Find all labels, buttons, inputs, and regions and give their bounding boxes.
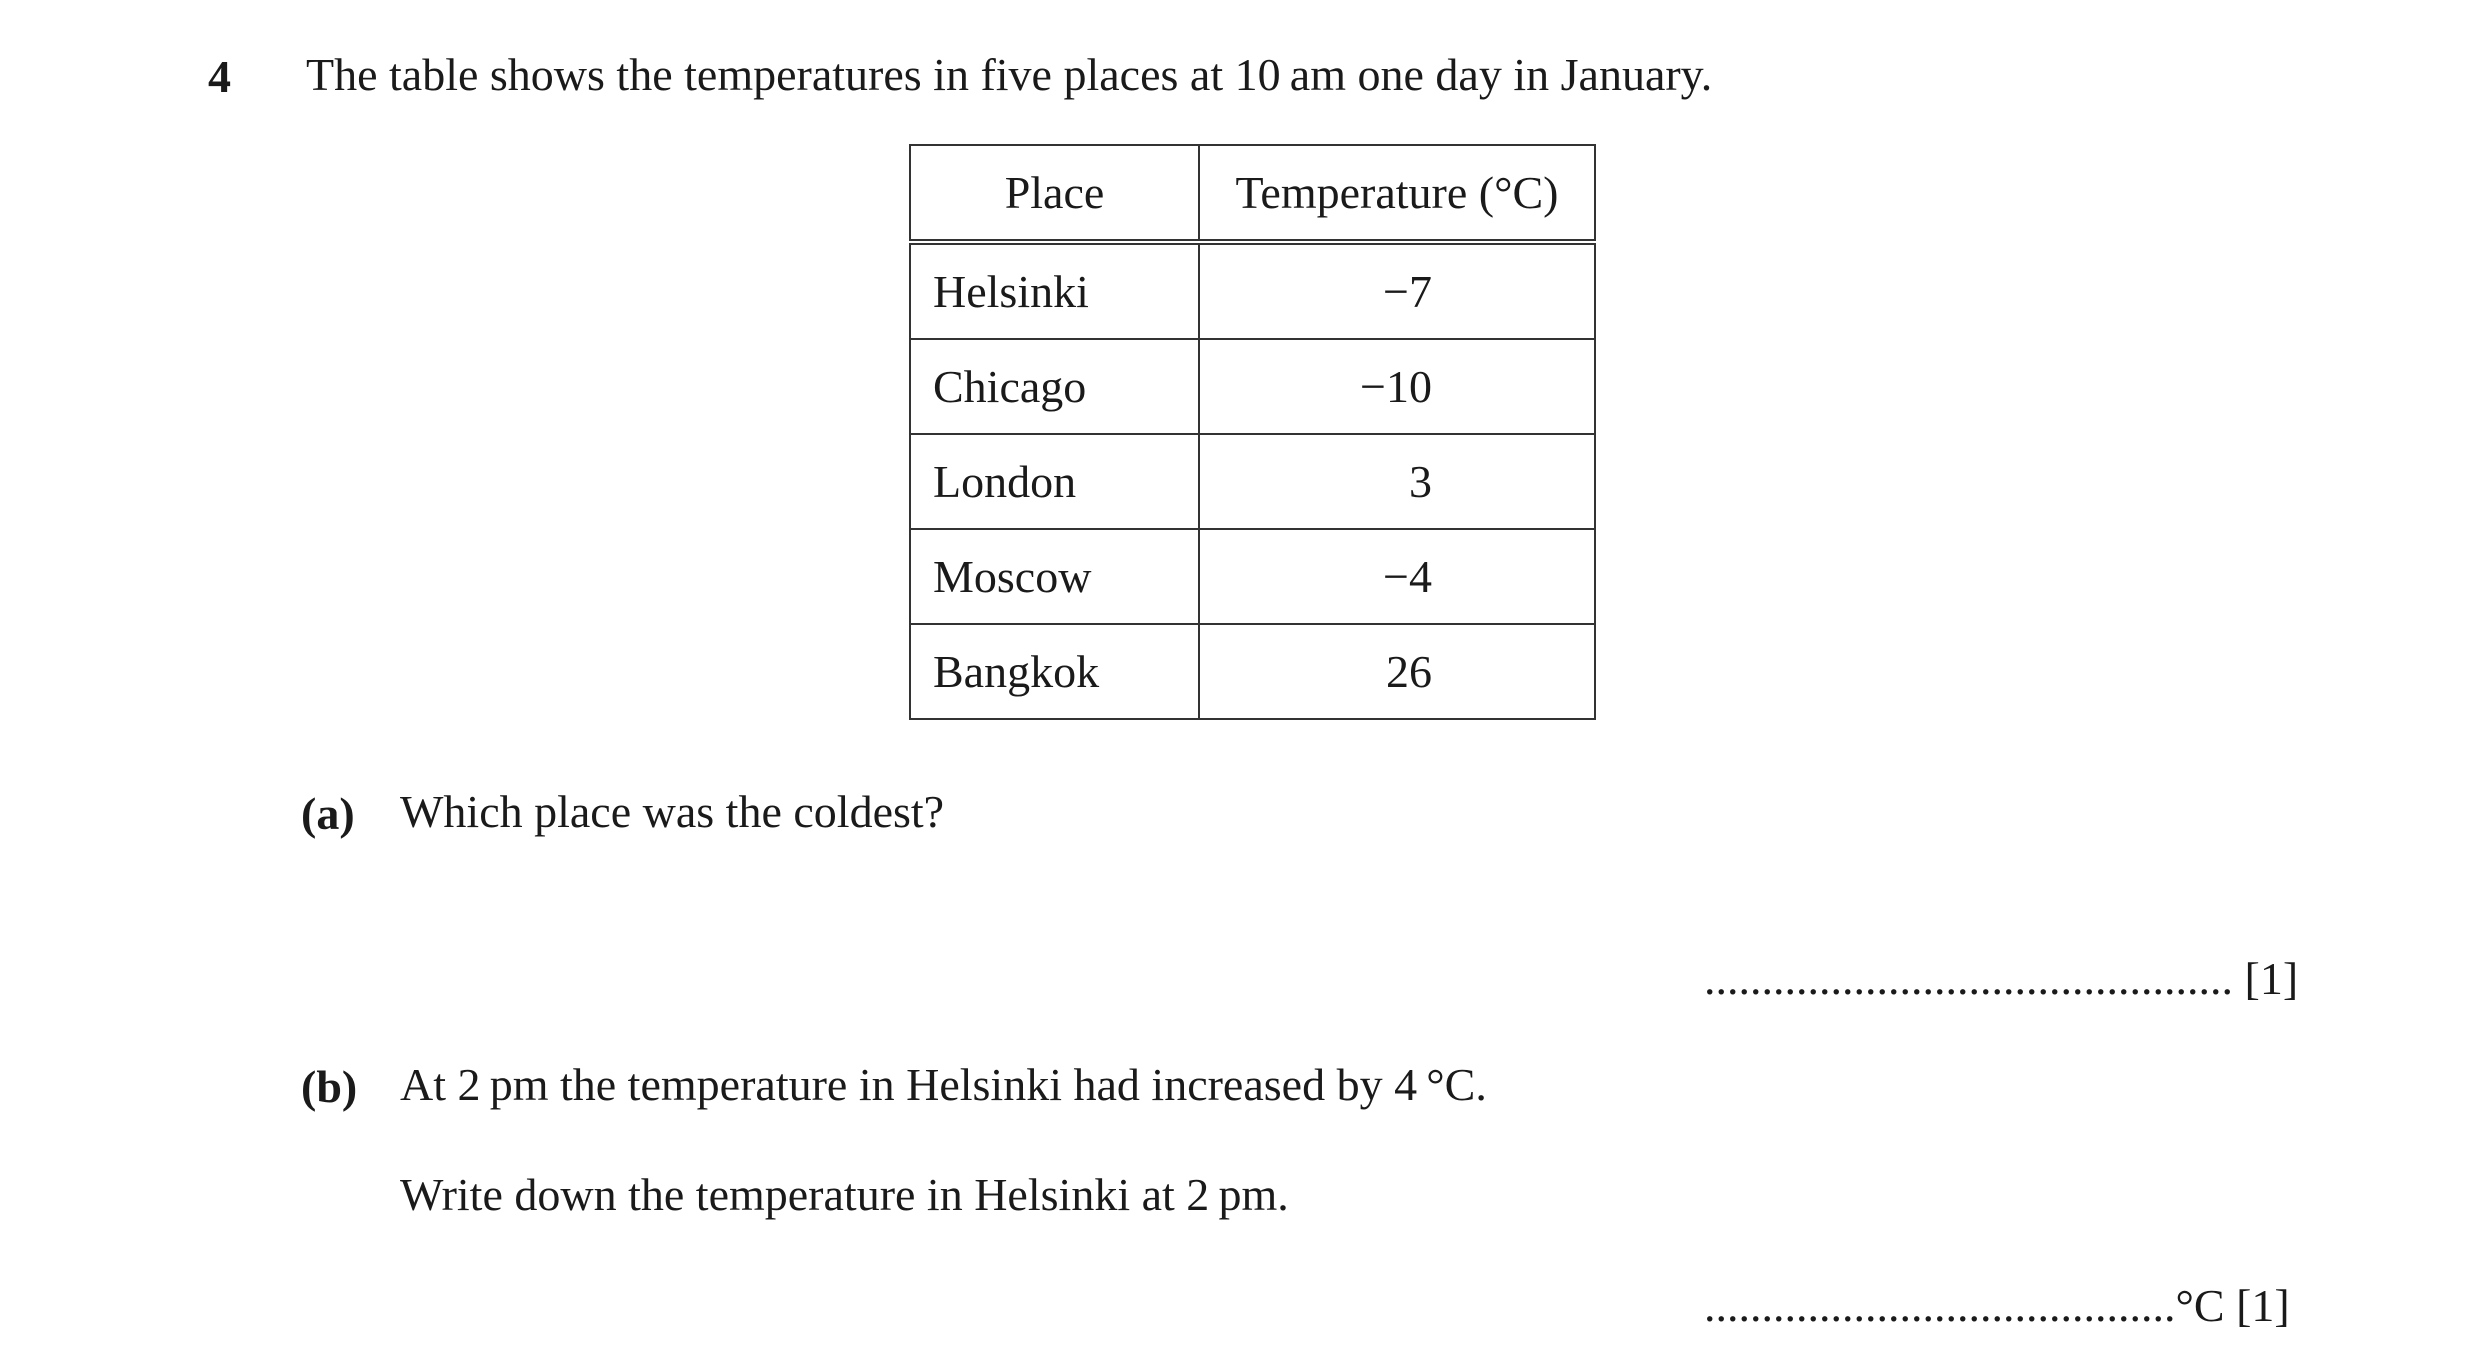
part-b-label: (b) (301, 1061, 358, 1112)
part-b-statement: At 2 pm the temperature in Helsinki had increased by 4 °C. (400, 1059, 1487, 1110)
place-cell: Bangkok (910, 624, 1199, 719)
header-place: Place (910, 145, 1199, 242)
part-b-answer-line[interactable]: .........................................°C [1] (1704, 1280, 2290, 1331)
table-row (910, 242, 1595, 339)
temperature-cell: 3 (1199, 434, 1595, 529)
part-a-answer-line[interactable]: .............................................. [1] (1704, 953, 2299, 1004)
place-cell: Chicago (910, 339, 1199, 434)
temperature-cell: −7 (1199, 242, 1595, 339)
place-cell: Helsinki (910, 242, 1199, 339)
temperature-cell: 26 (1199, 624, 1595, 719)
table-row (910, 339, 1595, 434)
table-row (910, 624, 1595, 719)
table-header-row (910, 145, 1595, 242)
header-temperature: Temperature (°C) (1199, 145, 1595, 242)
part-a-label: (a) (301, 788, 355, 839)
temperature-table (909, 144, 1596, 720)
part-a-question: Which place was the coldest? (400, 786, 945, 837)
temperature-cell: −10 (1199, 339, 1595, 434)
table-row (910, 529, 1595, 624)
place-cell: London (910, 434, 1199, 529)
part-b-question: Write down the temperature in Helsinki at 2 pm. (400, 1169, 1289, 1220)
temperature-cell: −4 (1199, 529, 1595, 624)
table-row (910, 434, 1595, 529)
question-intro: The table shows the temperatures in five places at 10 am one day in January. (306, 49, 1713, 100)
place-cell: Moscow (910, 529, 1199, 624)
question-number: 4 (208, 51, 231, 102)
